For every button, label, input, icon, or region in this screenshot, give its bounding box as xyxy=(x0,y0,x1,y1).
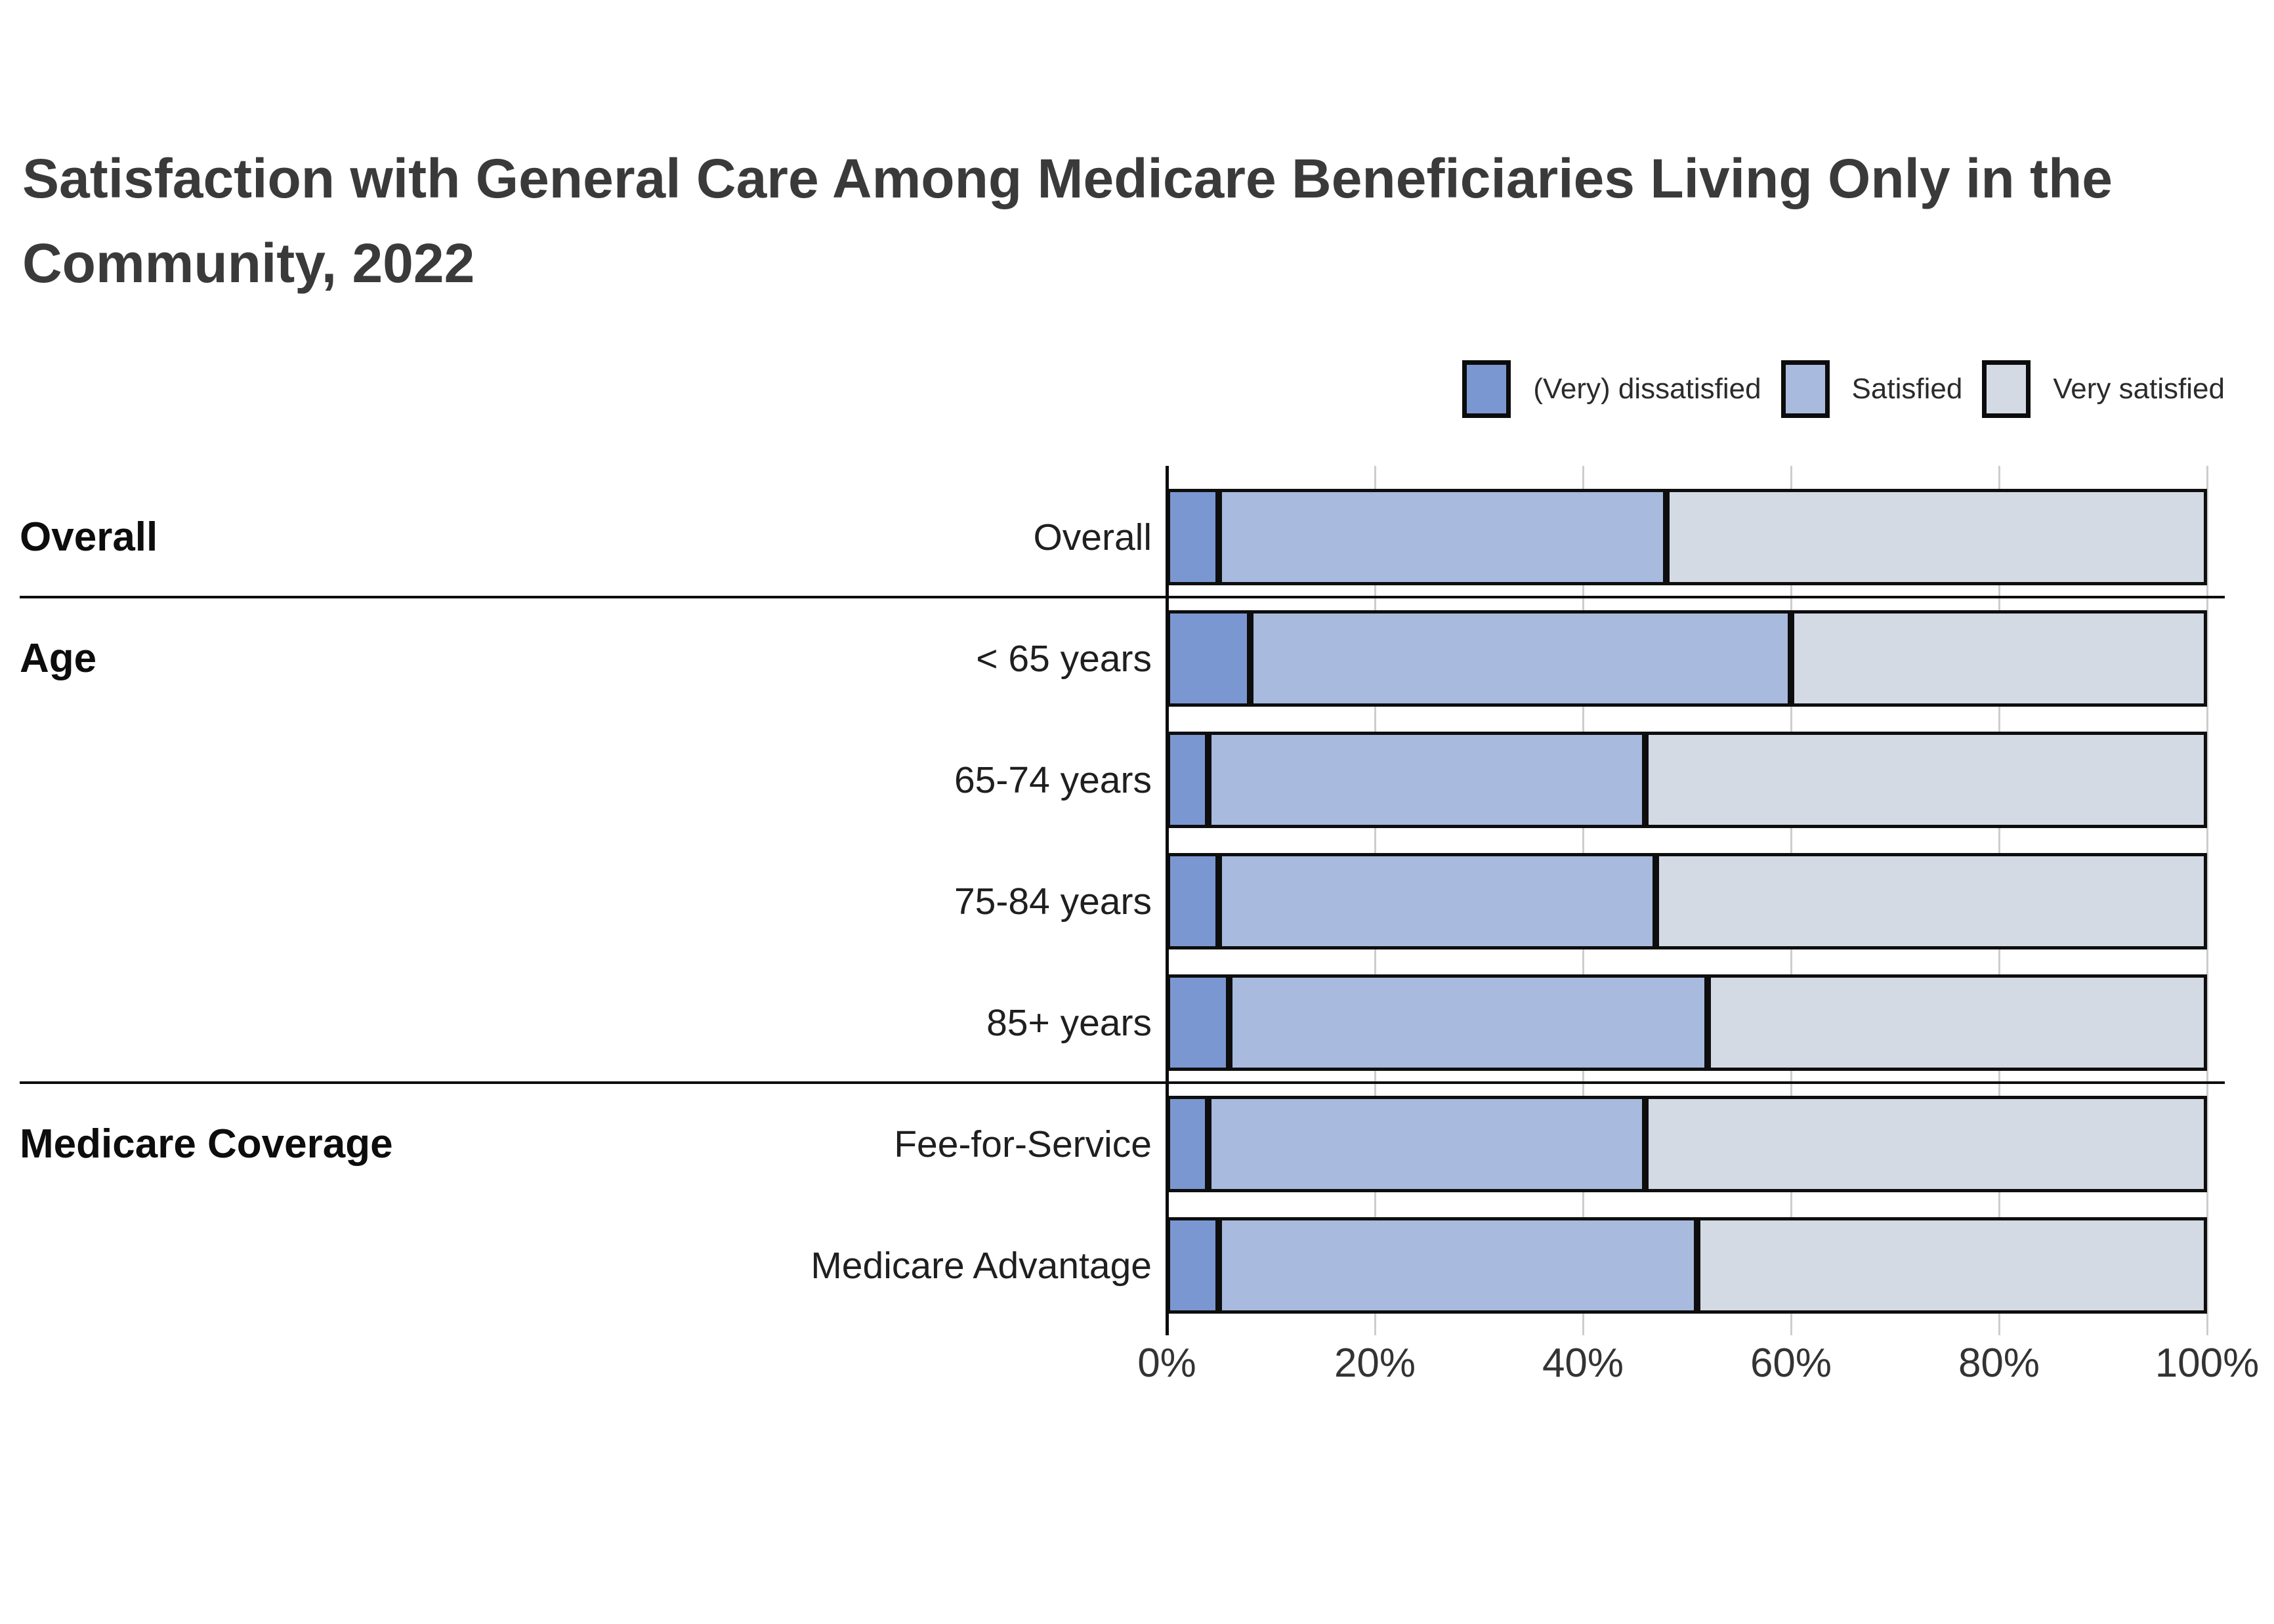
group-divider xyxy=(20,596,2225,598)
bar-segment-very-satisfied xyxy=(1645,732,2207,828)
bar-segment-very-satisfied xyxy=(1666,489,2207,585)
bar-row xyxy=(1167,853,2207,949)
row-label: Fee-for-Service xyxy=(894,1123,1152,1165)
bar-segment-very-dissatisfied xyxy=(1167,974,1229,1071)
bar-segment-very-dissatisfied xyxy=(1167,732,1208,828)
row-label: 65-74 years xyxy=(954,759,1152,801)
bar-segment-satisfied xyxy=(1219,1217,1697,1314)
bar-segment-very-satisfied xyxy=(1708,974,2207,1071)
bar-row xyxy=(1167,489,2207,585)
row-label: Overall xyxy=(1033,516,1152,558)
tick-label: 100% xyxy=(2155,1341,2260,1386)
legend-label: (Very) dissatisfied xyxy=(1533,373,1761,405)
bar-segment-satisfied xyxy=(1229,974,1708,1071)
bar-segment-satisfied xyxy=(1208,1096,1645,1192)
bar-row xyxy=(1167,1217,2207,1314)
group-label-age: Age xyxy=(20,635,97,681)
bar-segment-satisfied xyxy=(1208,732,1645,828)
bar-row xyxy=(1167,732,2207,828)
row-label: 85+ years xyxy=(986,1001,1152,1044)
bar-segment-satisfied xyxy=(1219,853,1656,949)
row-label: 75-84 years xyxy=(954,880,1152,923)
bar-row xyxy=(1167,610,2207,707)
bar-segment-very-dissatisfied xyxy=(1167,853,1219,949)
group-label-medicare-coverage: Medicare Coverage xyxy=(20,1121,393,1167)
tick-label: 60% xyxy=(1750,1341,1832,1386)
bar-segment-very-satisfied xyxy=(1656,853,2207,949)
bar-row xyxy=(1167,1096,2207,1192)
chart-title-line1: Satisfaction with General Care Among Medicare Beneficiaries Living Only in the xyxy=(22,148,2113,209)
bar-segment-very-dissatisfied xyxy=(1167,610,1250,707)
legend-label: Very satisfied xyxy=(2053,373,2225,405)
tick-label: 0% xyxy=(1137,1341,1196,1386)
tick-label: 80% xyxy=(1958,1341,2040,1386)
tick-label: 40% xyxy=(1542,1341,1624,1386)
bar-segment-very-satisfied xyxy=(1645,1096,2207,1192)
row-label: Medicare Advantage xyxy=(811,1244,1152,1287)
bar-segment-very-satisfied xyxy=(1791,610,2207,707)
legend-label: Satisfied xyxy=(1851,373,1963,405)
bar-segment-very-dissatisfied xyxy=(1167,489,1219,585)
bar-row xyxy=(1167,974,2207,1071)
bar-segment-satisfied xyxy=(1219,489,1666,585)
group-label-overall: Overall xyxy=(20,514,158,560)
bar-segment-very-dissatisfied xyxy=(1167,1096,1208,1192)
bar-segment-very-dissatisfied xyxy=(1167,1217,1219,1314)
group-divider xyxy=(20,1081,2225,1084)
tick-label: 20% xyxy=(1334,1341,1416,1386)
row-label: < 65 years xyxy=(976,637,1152,680)
bar-segment-satisfied xyxy=(1250,610,1791,707)
bar-segment-very-satisfied xyxy=(1697,1217,2207,1314)
chart-title-line2: Community, 2022 xyxy=(22,232,475,294)
